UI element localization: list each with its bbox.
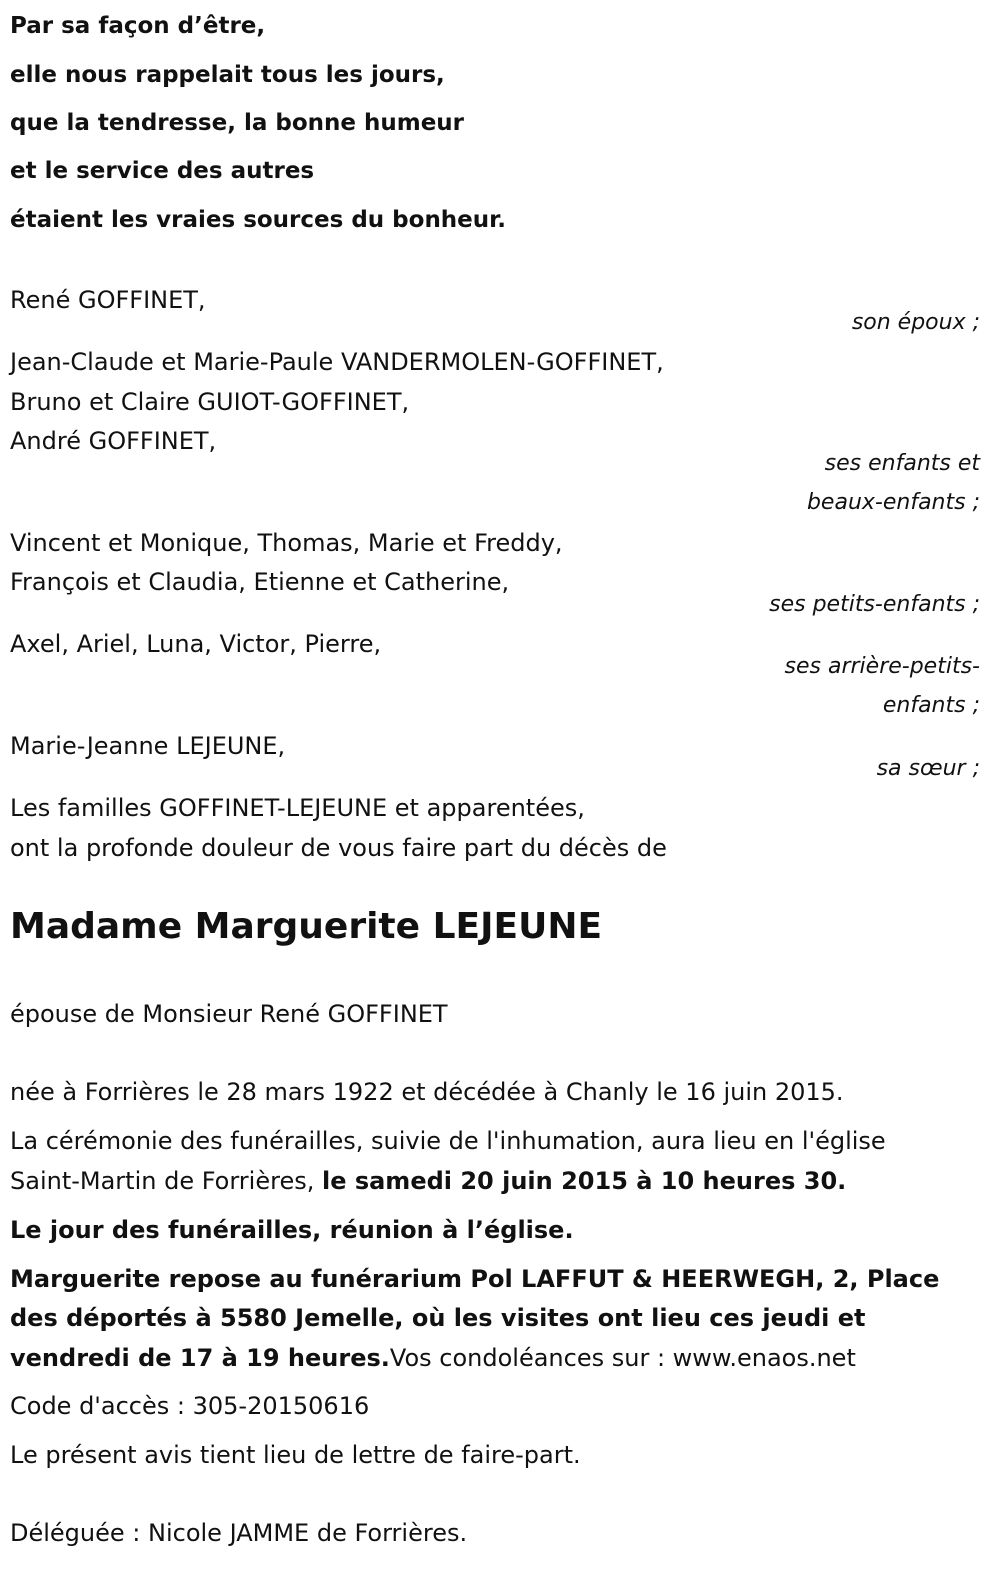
children-relation-2: beaux-enfants ; <box>806 490 980 515</box>
meeting-info: Le jour des funérailles, réunion à l’église. <box>10 1216 574 1244</box>
deceased-spouse: épouse de Monsieur René GOFFINET <box>10 1000 448 1028</box>
visiting-hours: vendredi de 17 à 19 heures. <box>10 1344 390 1372</box>
spouse-name: René GOFFINET, <box>10 286 206 314</box>
ceremony-line-1: La cérémonie des funérailles, suivie de l'inhumation, aura lieu en l'église <box>10 1127 886 1155</box>
grandchild-line-1: Vincent et Monique, Thomas, Marie et Freddy, <box>10 529 563 557</box>
great-grandchildren-relation-1: ses arrière-petits- <box>784 654 980 679</box>
funerarium-line-1: Marguerite repose au funérarium Pol LAFFUT & HEERWEGH, 2, Place <box>10 1265 940 1293</box>
poem-line-2: elle nous rappelait tous les jours, <box>10 62 445 88</box>
grandchild-line-2: François et Claudia, Etienne et Catherine, <box>10 568 510 596</box>
ceremony-place: Saint-Martin de Forrières, <box>10 1167 322 1195</box>
deceased-name: Madame Marguerite LEJEUNE <box>10 906 603 947</box>
birth-death: née à Forrières le 28 mars 1922 et décédée à Chanly le 16 juin 2015. <box>10 1078 844 1106</box>
spouse-relation: son époux ; <box>851 310 980 335</box>
families-line-2: ont la profonde douleur de vous faire part du décès de <box>10 834 667 862</box>
child-line-3: André GOFFINET, <box>10 427 217 455</box>
poem-line-1: Par sa façon d’être, <box>10 13 266 39</box>
poem-line-3: que la tendresse, la bonne humeur <box>10 110 465 136</box>
access-code: Code d'accès : 305-20150616 <box>10 1392 370 1420</box>
sister-name: Marie-Jeanne LEJEUNE, <box>10 732 286 760</box>
child-line-2: Bruno et Claire GUIOT-GOFFINET, <box>10 388 410 416</box>
families-line-1: Les familles GOFFINET-LEJEUNE et apparentées, <box>10 794 585 822</box>
poem-line-5: étaient les vraies sources du bonheur. <box>10 207 506 233</box>
child-line-1: Jean-Claude et Marie-Paule VANDERMOLEN-GOFFINET, <box>10 348 664 376</box>
delegate-info: Déléguée : Nicole JAMME de Forrières. <box>10 1519 468 1547</box>
obituary-notice <box>10 0 980 1589</box>
funerarium-line-3 <box>10 1343 856 1373</box>
poem-line-4: et le service des autres <box>10 158 315 184</box>
grandchildren-relation: ses petits-enfants ; <box>769 592 980 617</box>
great-grandchildren-relation-2: enfants ; <box>882 693 980 718</box>
funerarium-line-2: des déportés à 5580 Jemelle, où les visites ont lieu ces jeudi et <box>10 1304 866 1332</box>
ceremony-line-2 <box>10 1166 846 1196</box>
great-grandchildren: Axel, Ariel, Luna, Victor, Pierre, <box>10 630 382 658</box>
ceremony-date: le samedi 20 juin 2015 à 10 heures 30. <box>321 1167 847 1195</box>
children-relation-1: ses enfants et <box>824 451 980 476</box>
notice-text: Le présent avis tient lieu de lettre de faire-part. <box>10 1441 581 1469</box>
sister-relation: sa sœur ; <box>876 756 980 781</box>
condolences-info: Vos condoléances sur : www.enaos.net <box>389 1344 856 1372</box>
